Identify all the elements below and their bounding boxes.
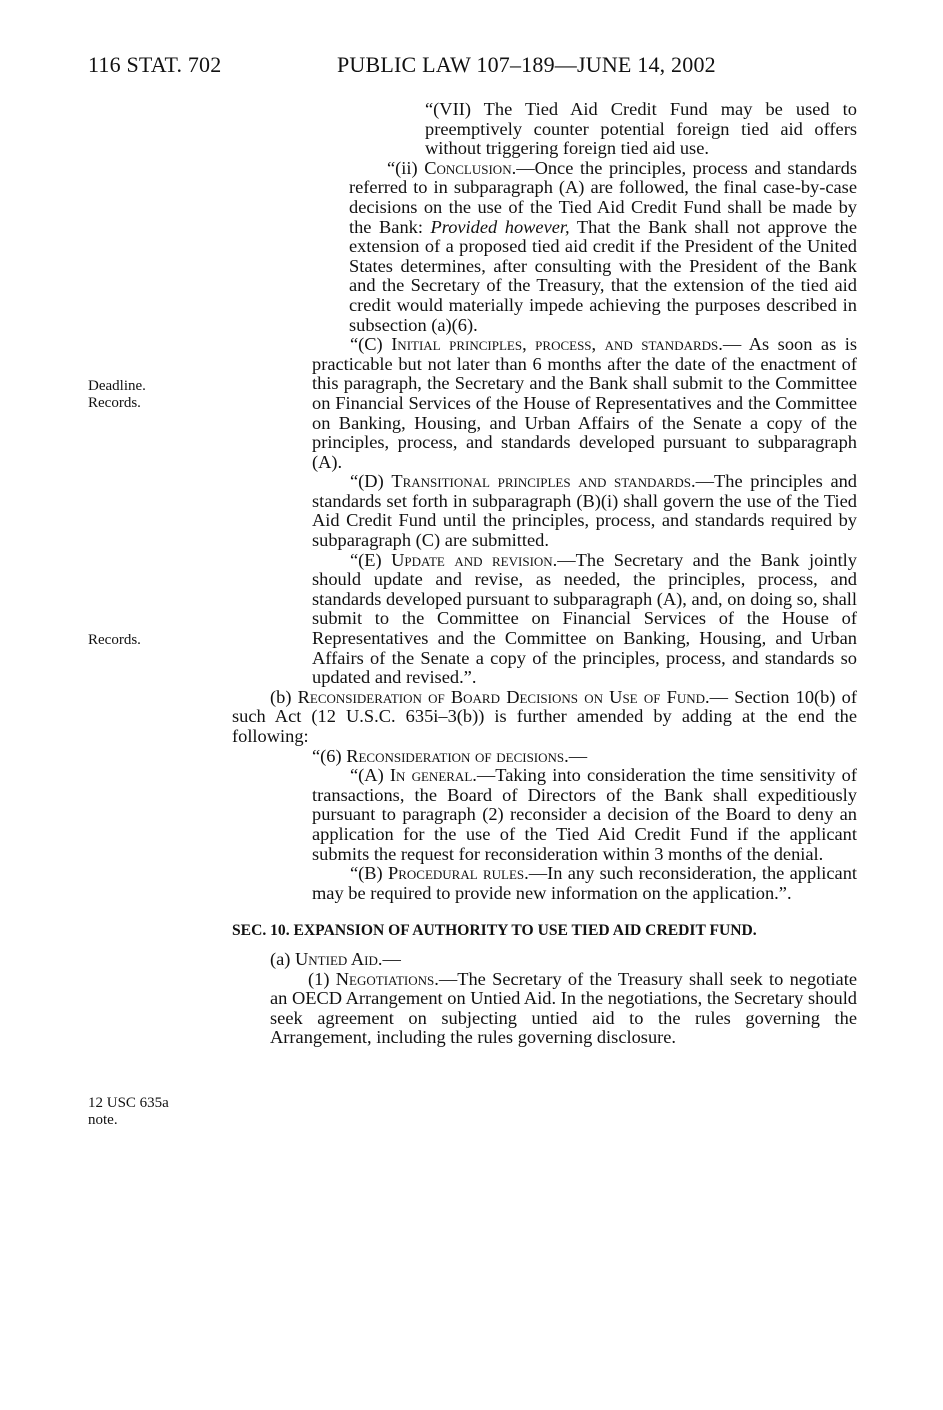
paragraph-c-prefix: “(C) (350, 334, 392, 355)
subsection-a-heading: Untied Aid. (295, 948, 383, 969)
subsection-a-untied-aid (232, 950, 857, 970)
paragraph-b (232, 688, 857, 747)
paragraph-d-heading: Transitional principles and standards. (391, 471, 696, 492)
paragraph-ii-italic: Provided however, (430, 216, 570, 237)
paragraph-e-heading: Update and revision. (391, 549, 558, 570)
margin-note-usc-cite: 12 USC 635a (88, 1095, 169, 1111)
paragraph-e-prefix: “(E) (350, 549, 392, 570)
paragraph-ii-text2: That the Bank shall not approve the extension of a proposed tied aid credit if the President of the United States determines, after consulting with the President of the Bank and the Secretary of the Treasury, that the extension of the tied aid credit would materially impede achieving the purposes described in subsection (a)(6). (349, 216, 858, 335)
running-head: PUBLIC LAW 107–189—JUNE 14, 2002 (337, 52, 716, 77)
paragraph-6-prefix: “(6) (312, 745, 347, 766)
section-10-heading: SEC. 10. EXPANSION OF AUTHORITY TO USE TIED AID CREDIT FUND. (232, 922, 757, 940)
paragraph-ii-prefix: “(ii) (387, 157, 425, 178)
paragraph-b-prefix: (b) (270, 686, 298, 707)
paragraph-6a-heading: In general. (389, 765, 477, 786)
page-number-header: 116 STAT. 702 (88, 52, 222, 77)
paragraph-6b (312, 864, 857, 903)
paragraph-d-text: —The principles and standards set forth in subparagraph (B)(i) shall govern the use of the Tied Aid Credit Fund until the principles, process, and standards required by subparagraph (C) are submitted. (312, 471, 858, 551)
paragraph-6a-prefix: “(A) (350, 765, 390, 786)
paragraph-e (312, 551, 857, 688)
paragraph-e-text: —The Secretary and the Bank jointly should update and revise, as needed, the principles, process, and standards developed pursuant to subparagraph (A), and, on doing so, shall submit to the Committee on Financial Services of the House of Representatives and the Committee on Banking, Housing, and Urban Affairs of the Senate a copy of the principles, process, and standards so updated and revised.”. (312, 549, 857, 688)
paragraph-b-heading: Reconsideration of Board Decisions on Use of Fund. (297, 686, 710, 707)
margin-note-deadline: Deadline. (88, 378, 146, 394)
paragraph-vii: “(VII) The Tied Aid Credit Fund may be used to preemptively counter potential foreign tied aid offers without triggering foreign tied aid use. (425, 99, 857, 159)
margin-note-records: Records. (88, 395, 141, 411)
paragraph-b-text: — Section 10(b) of such Act (12 U.S.C. 635i–3(b)) is further amended by adding at the end the following: (232, 686, 857, 746)
paragraph-6a-text: —Taking into consideration the time sensitivity of transactions, the Board of Directors of the Bank shall expeditiously pursuant to paragraph (2) reconsider a decision of the Board to deny an application for the use of the Tied Aid Credit Fund if the applicant submits the request for reconsideration within 3 months of the denial. (312, 765, 857, 864)
paragraph-6a (312, 766, 857, 864)
paragraph-1-heading: Negotiations. (335, 968, 439, 989)
paragraph-1-negotiations (270, 970, 857, 1048)
margin-note-usc-note: note. (88, 1112, 118, 1128)
paragraph-d (312, 472, 857, 550)
paragraph-6b-text: —In any such reconsideration, the applicant may be required to provide new information on the application.”. (312, 863, 858, 903)
paragraph-1-prefix: (1) (308, 968, 336, 989)
paragraph-ii-text1: —Once the principles, process and standards referred to in subparagraph (A) are followed, the final case-by-case decisions on the use of the Tied Aid Credit Fund shall be made by the Bank: (349, 157, 857, 237)
paragraph-6-text: — (568, 745, 588, 766)
paragraph-6b-prefix: “(B) (350, 863, 388, 884)
paragraph-1-text: —The Secretary of the Treasury shall seek to negotiate an OECD Arrangement on Untied Aid. In the negotiations, the Secretary should seek agreement on subjecting untied aid to the rules governing the Arrangement, including the rules governing disclosure. (270, 968, 857, 1048)
margin-note-records-2: Records. (88, 632, 141, 648)
paragraph-ii-heading: Conclusion. (424, 157, 517, 178)
paragraph-d-prefix: “(D) (350, 471, 392, 492)
paragraph-6 (312, 747, 857, 767)
paragraph-6-heading: Reconsideration of decisions. (346, 745, 569, 766)
paragraph-c (312, 335, 857, 472)
paragraph-c-heading: Initial principles, process, and standards. (391, 334, 723, 355)
subsection-a-text: — (382, 948, 401, 969)
paragraph-6b-heading: Procedural rules. (387, 863, 529, 884)
margin-note-deadline-records (88, 378, 218, 412)
paragraph-ii (349, 159, 857, 335)
paragraph-c-text: — As soon as is practicable but not later than 6 months after the date of the enactment of this paragraph, the Secretary and the Bank shall submit to the Committee on Financial Services of the House of Representatives and the Committee on Banking, Housing, and Urban Affairs of the Senate a copy of the principles, process, and standards developed pursuant to subparagraph (A). (312, 334, 857, 472)
subsection-a-prefix: (a) (270, 948, 296, 969)
statute-body (232, 100, 857, 1048)
margin-note-usc (88, 1095, 218, 1129)
